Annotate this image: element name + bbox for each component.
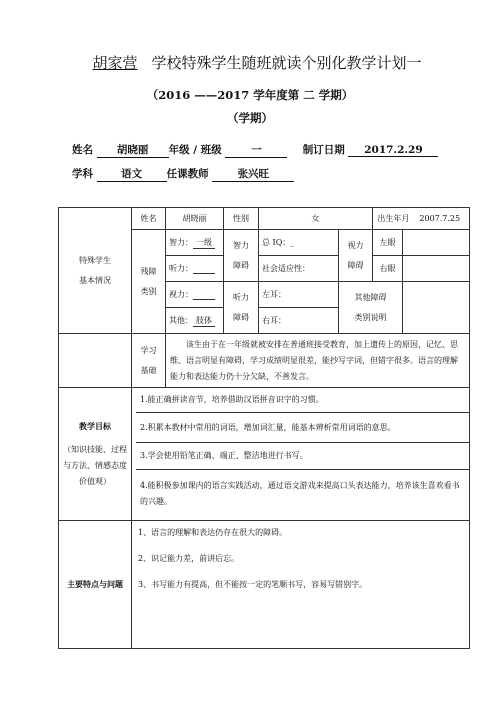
basic-section-label: 特殊学生 基本情况 (59, 208, 132, 334)
goals-section-label: 教学目标 （知识技能、过程与方法、情感态度价值观） (59, 388, 132, 521)
birth-header: 出生年月 (377, 214, 410, 223)
goal-item: 1.能正确拼读音节，培养借助汉语拼音识字的习惯。 (136, 388, 469, 413)
social-field: 社会适应性： (259, 256, 339, 282)
right-eye-label: 右眼 (373, 256, 403, 282)
hearing-cell: 听力： (166, 256, 224, 282)
left-ear-field: 左耳： (259, 282, 339, 308)
grade-value: 一 (225, 142, 287, 158)
other-value: 肢体 (193, 315, 215, 327)
page-title (0, 52, 500, 73)
left-eye-label: 左眼 (373, 230, 403, 256)
birth-cell (377, 208, 470, 230)
iq-field: 总 IQ：_ (259, 230, 339, 256)
plan-table (58, 207, 470, 649)
term-line: （学期） (227, 111, 273, 125)
disability-label: 残障 类别 (132, 230, 166, 334)
date-value: 2017.2.29 (348, 144, 438, 157)
title-rest: 学校特殊学生随班就读个别化教学计划一 (151, 54, 422, 72)
gender-value: 女 (259, 208, 373, 230)
subject-label: 学科 (72, 168, 93, 180)
study-label: 学习 基础 (132, 334, 166, 388)
goals-list (132, 388, 470, 521)
school-name: 胡家营 (92, 54, 138, 72)
hearing-disorder-label: 听力 障碍 (224, 282, 259, 334)
vision-disorder-label: 视力 障碍 (339, 230, 373, 282)
teacher-value: 张兴旺 (212, 166, 294, 182)
feature-item: 2、识记能力差，前讲后忘。 (138, 554, 240, 563)
feature-item: 1、语言的理解和表达仍存在很大的障碍。 (138, 528, 288, 537)
vision-cell: 视力： (166, 282, 224, 308)
name-value: 胡晓丽 (97, 142, 169, 158)
school-year: （2016 ——2017 学年度第 二 学期） (146, 88, 354, 102)
features-list (132, 521, 470, 649)
study-basis: 该生由于在一年级就被安排在普通班接受教育，加上遗传上的原因，记忆、思维、语言明显有障碍，学习成绩明显很差，能抄写字词，但错字很多。语言的理解能力和表达能力仍十分欠缺，不善发言。 (166, 334, 470, 388)
intel-disorder-label: 智力 障碍 (224, 230, 259, 282)
intel-cell: 智力： 一级 (166, 230, 224, 256)
features-section-label: 主要特点与问题 (59, 521, 132, 649)
grade-label: 年级 / 班级 (168, 144, 222, 156)
name-header: 姓名 (132, 208, 166, 230)
date-label: 制订日期 (302, 144, 345, 156)
other-disorder-label: 其他障碍 类别说明 (339, 282, 403, 334)
info-row-1 (72, 142, 438, 158)
goal-item: 3.学会使用铅笔正确、端正、整洁地进行书写。 (136, 443, 469, 470)
feature-item: 3、书写能力有提高，但不能按一定的笔顺书写，容易写错别字。 (138, 580, 368, 589)
goal-item: 4.能积极参加课内的语言实践活动，通过语文游戏来提高口头表达能力，培养该生喜欢看书的兴趣。 (140, 481, 460, 506)
student-name: 胡晓丽 (166, 208, 224, 230)
info-row-2 (72, 166, 294, 182)
intel-value: 一级 (193, 237, 215, 249)
birth-value: 2007.7.25 (419, 214, 461, 223)
gender-header: 性别 (224, 208, 259, 230)
subject-value: 语文 (97, 166, 167, 182)
right-ear-field: 右耳： (259, 308, 339, 334)
name-label: 姓名 (72, 144, 93, 156)
teacher-label: 任课教师 (166, 168, 209, 180)
goal-item: 2.积累本教材中常用的词语，增加词汇量，能基本辨析常用词语的意思。 (136, 413, 469, 443)
other-cell: 其他： 肢体 (166, 308, 224, 334)
